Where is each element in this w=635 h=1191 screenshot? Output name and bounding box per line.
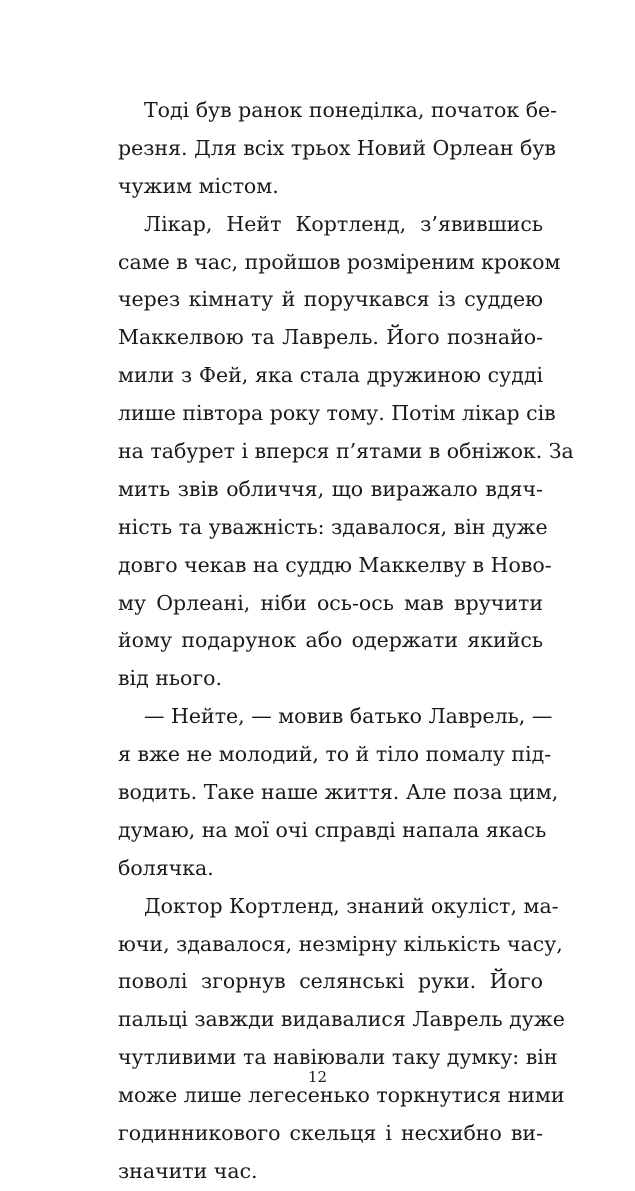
text-line: значити час. xyxy=(118,1158,258,1183)
text-line: може лише легесенько торкнутися ними xyxy=(118,1083,565,1108)
text-line: годинникового скельця і несхибно ви- xyxy=(118,1121,543,1146)
text-line: довго чекав на суддю Маккелву в Ново- xyxy=(118,552,552,577)
body-text xyxy=(118,92,574,1191)
text-line: чужим містом. xyxy=(118,173,279,198)
text-line: ючи, здавалося, незмірну кількість часу, xyxy=(118,931,563,956)
paragraph xyxy=(118,206,574,699)
text-line: Маккелвою та Лаврель. Його познайо- xyxy=(118,325,543,350)
paragraph xyxy=(118,698,559,887)
text-line: болячка. xyxy=(118,855,214,880)
text-line: на табурет і вперся п’ятами в обніжок. За xyxy=(118,439,574,464)
text-line: від нього. xyxy=(118,666,223,691)
paragraph xyxy=(118,92,558,206)
text-line: йому подарунок або одержати якийсь xyxy=(118,628,543,653)
text-line: пальці завжди видавалися Лаврель дуже xyxy=(118,1007,565,1032)
page-number: 12 xyxy=(307,1068,328,1086)
text-line: саме в час, пройшов розміреним кроком xyxy=(118,249,561,274)
text-line: — Нейте, — мовив батько Лаврель, — xyxy=(144,704,553,729)
text-line: думаю, на мої очі справді напала якась xyxy=(118,817,547,842)
text-line: водить. Таке наше життя. Але поза цим, xyxy=(118,780,559,805)
text-line: я вже не молодий, то й тіло помалу під- xyxy=(118,742,552,767)
text-line: мить звів обличчя, що виражало вдяч- xyxy=(118,476,543,501)
text-line: ність та уважність: здавалося, він дуже xyxy=(118,514,548,539)
text-line: резня. Для всіх трьох Новий Орлеан був xyxy=(118,135,556,160)
text-line: чутливими та навіювали таку думку: він xyxy=(118,1045,558,1070)
text-line: лише півтора року тому. Потім лікар сів xyxy=(118,401,556,426)
text-line: поволі згорнув селянські руки. Його xyxy=(118,969,543,994)
text-line: Тоді був ранок понеділка, початок бе- xyxy=(144,98,558,122)
text-line: му Орлеані, ніби ось-ось мав вручити xyxy=(118,590,543,615)
text-line: Доктор Кортленд, знаний окуліст, ма- xyxy=(144,893,559,918)
text-line: Лікар, Нейт Кортленд, з’явившись xyxy=(144,211,543,236)
text-line: через кімнату й поручкався із суддею xyxy=(118,287,543,312)
text-line: мили з Фей, яка стала дружиною судді xyxy=(118,363,543,388)
paragraph xyxy=(118,888,565,1191)
